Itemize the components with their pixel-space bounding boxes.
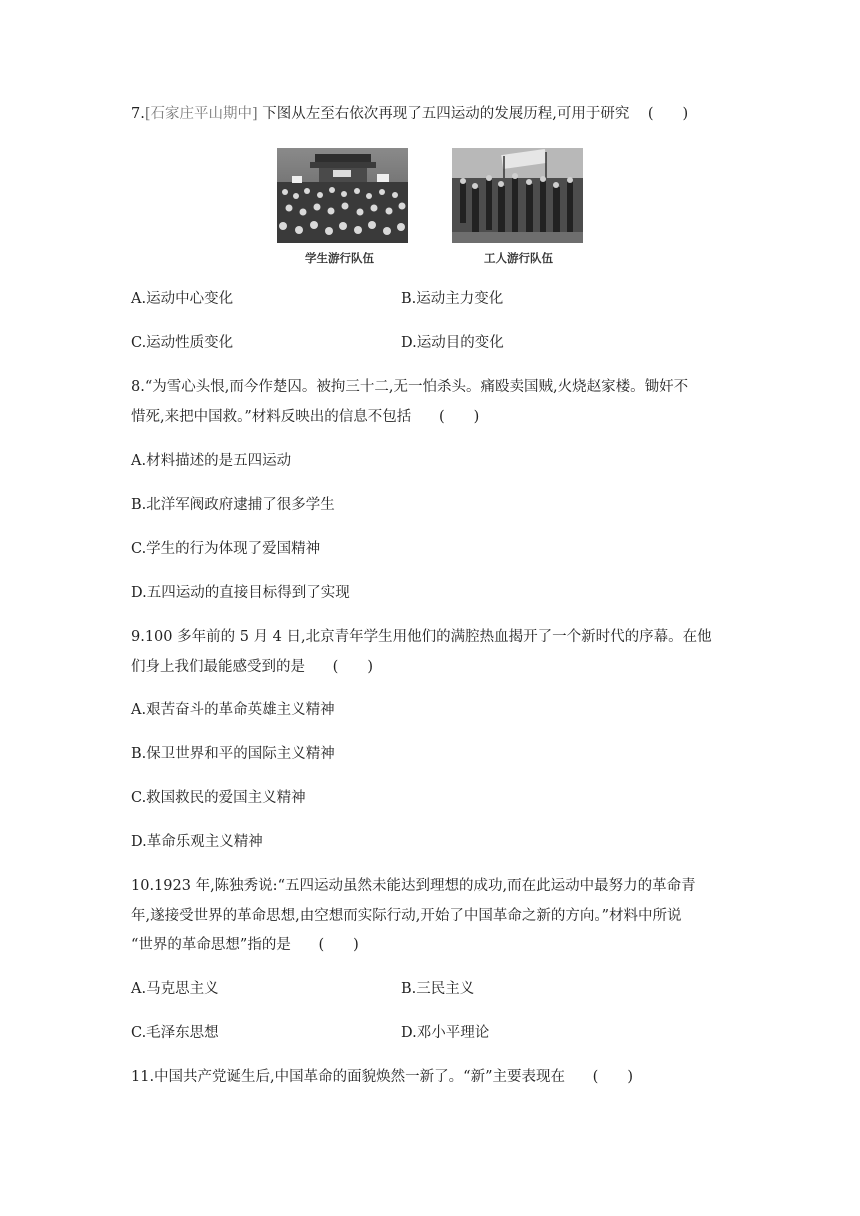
question-7-stem (131, 104, 688, 124)
question-text: 们身上我们最能感受到的是 (131, 659, 305, 675)
q8-option-a: A.材料描述的是五四运动 (131, 453, 292, 469)
question-9-line-2 (131, 657, 373, 677)
answer-blank: ( ) (647, 106, 689, 122)
q9-option-a: A.艰苦奋斗的革命英雄主义精神 (131, 702, 335, 718)
question-number: 7. (131, 106, 145, 122)
worker-march-photo (452, 148, 583, 243)
q10-option-a: A.马克思主义 (131, 981, 219, 997)
q10-option-b: B.三民主义 (401, 981, 475, 997)
answer-blank: ( ) (438, 409, 480, 425)
question-10-line-3 (131, 935, 359, 955)
q8-option-c: C.学生的行为体现了爱国精神 (131, 541, 321, 557)
question-11-line-1 (131, 1067, 633, 1087)
q7-option-a: A.运动中心变化 (131, 291, 234, 307)
question-source: [石家庄平山期中] (144, 106, 258, 122)
q7-option-b: B.运动主力变化 (401, 291, 504, 307)
question-8-line-2 (131, 407, 479, 427)
photo-caption-workers: 工人游行队伍 (484, 251, 553, 265)
question-8-line-1: 8.“为雪心头恨,而今作楚囚。被拘三十二,无一怕杀头。痛殴卖国贼,火烧赵家楼。锄奸不 (131, 379, 689, 395)
q7-option-c: C.运动性质变化 (131, 335, 234, 351)
question-text: 惜死,来把中国救。”材料反映出的信息不包括 (131, 409, 412, 425)
answer-blank: ( ) (332, 659, 373, 675)
answer-blank: ( ) (318, 937, 359, 953)
question-text: 11.中国共产党诞生后,中国革命的面貌焕然一新了。“新”主要表现在 (131, 1069, 565, 1085)
q9-option-c: C.救国救民的爱国主义精神 (131, 790, 306, 806)
q7-option-d: D.运动目的变化 (401, 335, 504, 351)
question-10-line-1: 10.1923 年,陈独秀说:“五四运动虽然未能达到理想的成功,而在此运动中最努力的革命青 (131, 878, 696, 894)
question-9-line-1: 9.100 多年前的 5 月 4 日,北京青年学生用他们的满腔热血揭开了一个新时代的序幕。在他 (131, 629, 712, 645)
photo-caption-students: 学生游行队伍 (305, 251, 374, 265)
question-text: “世界的革命思想”指的是 (131, 937, 291, 953)
question-text: 下图从左至右依次再现了五四运动的发展历程,可用于研究 (262, 106, 630, 122)
q10-option-c: C.毛泽东思想 (131, 1025, 219, 1041)
answer-blank: ( ) (592, 1069, 633, 1085)
question-10-line-2: 年,遂接受世界的革命思想,由空想而实际行动,开始了中国革命之新的方向。”材料中所说 (131, 908, 682, 924)
q8-option-b: B.北洋军阀政府逮捕了很多学生 (131, 497, 335, 513)
q9-option-d: D.革命乐观主义精神 (131, 834, 263, 850)
worker-march-image (452, 148, 583, 243)
q9-option-b: B.保卫世界和平的国际主义精神 (131, 746, 335, 762)
q10-option-d: D.邓小平理论 (401, 1025, 490, 1041)
q8-option-d: D.五四运动的直接目标得到了实现 (131, 585, 350, 601)
student-march-image (277, 148, 408, 243)
student-march-photo (277, 148, 408, 243)
